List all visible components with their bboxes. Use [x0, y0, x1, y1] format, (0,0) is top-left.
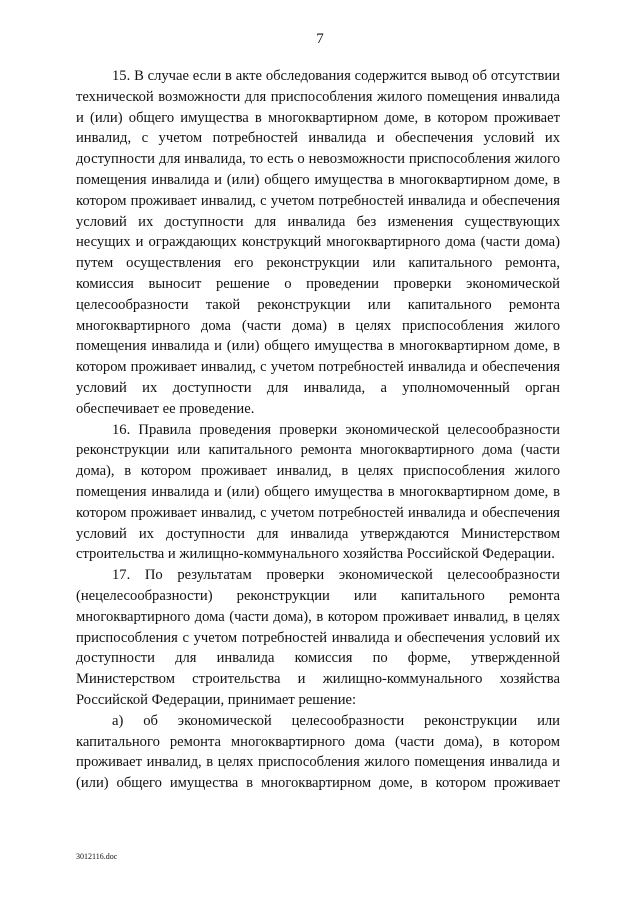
document-file-code: 3012116.doc [76, 852, 118, 861]
page-number: 7 [316, 31, 324, 47]
paragraph-15: 15. В случае если в акте обследования содержится вывод об отсутствии технической возможности для приспособления жилого помещения инвалида и (или) общего имущества в многоквартирном доме, в котором проживает инвалид, с учетом потребностей инвалида и обеспечения условий их доступности для инвалида, то есть о невозможности приспособления жилого помещения инвалида и (или) общего имущества в многоквартирном доме, в котором проживает инвалид, с учетом потребностей инвалида и обеспечения условий их доступности для инвалида без изменения существующих несущих и ограждающих конструкций многоквартирного дома (части дома) путем осуществления его реконструкции или капитального ремонта, комиссия выносит решение о проведении проверки экономической целесообразности такой реконструкции или капитального ремонта многоквартирного дома (части дома) в целях приспособления жилого помещения инвалида и (или) общего имущества в многоквартирном доме, в котором проживает инвалид, с учетом потребностей инвалида и обеспечения условий их доступности для инвалида, а уполномоченный орган обеспечивает ее проведение. [76, 68, 560, 417]
paragraph-16: 16. Правила проведения проверки экономической целесообразности реконструкции или капитального ремонта многоквартирного дома (части дома), в котором проживает инвалид, в целях приспособления жилого помещения инвалида и (или) общего имущества в многоквартирном доме, в котором проживает инвалид, с учетом потребностей инвалида и обеспечения условий их доступности для инвалида утверждаются Министерством строительства и жилищно-коммунального хозяйства Российской Федерации. [76, 421, 560, 563]
document-body [76, 66, 560, 794]
paragraph-17a: а) об экономической целесообразности реконструкции или капитального ремонта многоквартирного дома (части дома), в котором проживает инвалид, в целях приспособления жилого помещения инвалида и (или) общего имущества в многоквартирном доме, в котором проживает [76, 712, 560, 792]
paragraph-17: 17. По результатам проверки экономической целесообразности (нецелесообразности) реконструкции или капитального ремонта многоквартирного дома (части дома), в котором проживает инвалид, в целях приспособления с учетом потребностей инвалида и обеспечения условий их доступности для инвалида комиссия по форме, утвержденной Министерством строительства и жилищно-коммунального хозяйства Российской Федерации, принимает решение: [76, 567, 560, 708]
